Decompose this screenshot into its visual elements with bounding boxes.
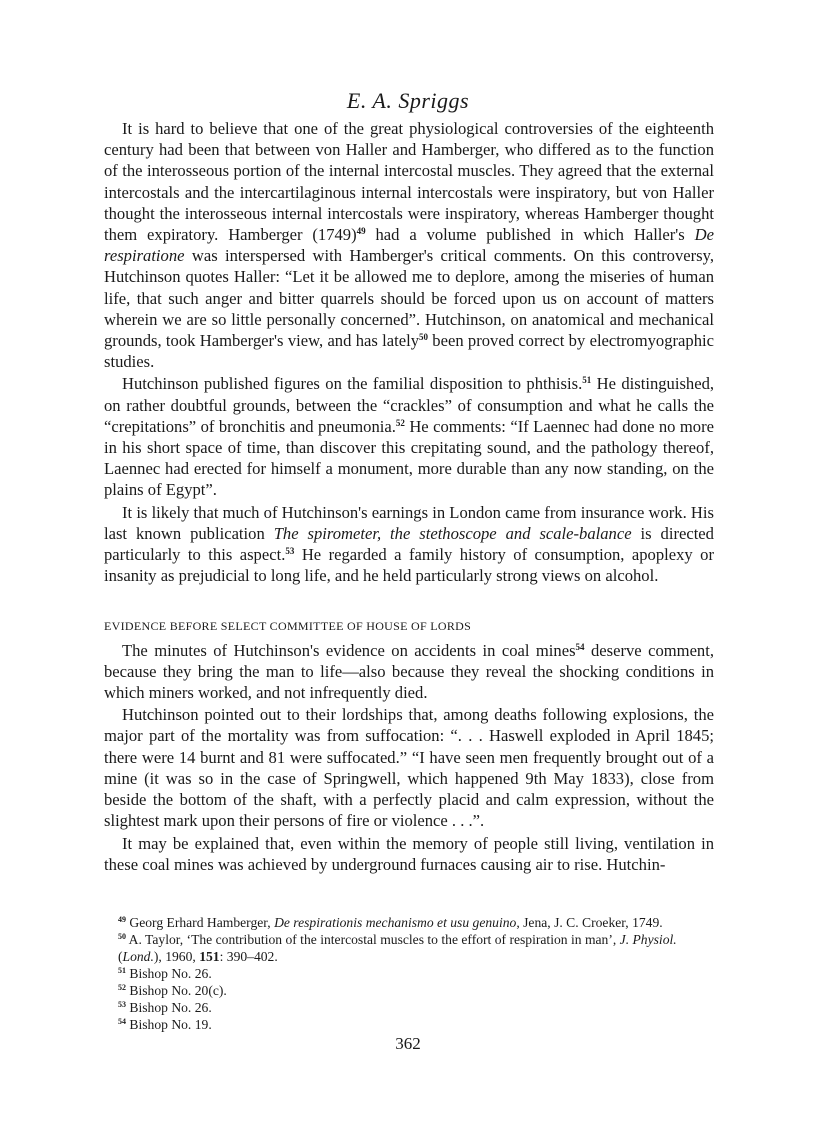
page-number: 362 [395,1034,421,1053]
paragraph-text: was interspersed with Hamberger's critical comments. On this controversy, Hutchinson quotes Haller: “Let it be allowed me to deplore, among the miseries of human life, that such anger and bitter quarrels should be forced upon us on account of matters wherein we are so little personally concerned”. Hutchinson, on anatomical and mechanical grounds, took Hamberger's view, and has lately [104,246,714,351]
footnote-text: A. Taylor, ‘The contribution of the intercostal muscles to the effort of respiration in man’, [126,932,620,947]
footnote-ref-mark: 49 [118,915,126,924]
footnote-text: Bishop No. 19. [126,1017,212,1032]
paragraph-text: deserve comment, because they bring the man to life—also because they reveal the shocking conditions in which miners worked, and not infrequently died. [104,640,714,703]
footnote [104,1016,714,1033]
paragraph-text: had a volume published in which Haller's [365,225,695,245]
running-head: E. A. Spriggs [346,88,470,113]
paragraph [104,118,714,372]
footnote-ref-mark: 54 [118,1017,126,1026]
paragraph-text: De respiratione [104,225,714,266]
paragraph-text: been proved correct by electromyographic studies. [104,331,714,372]
paragraph [104,833,714,875]
footnotes [104,914,714,1033]
paragraph-ref-mark: 50 [419,332,428,343]
footnote-text: Bishop No. 26. [126,1000,212,1015]
paragraph-text: Hutchinson published figures on the familial disposition to phthisis. [122,374,583,394]
paragraph-ref-mark: 49 [356,226,366,237]
paragraph-ref-mark: 51 [582,375,592,386]
footnote [104,965,714,982]
paragraph-text: The minutes of Hutchinson's evidence on accidents in coal mines [122,640,576,660]
paragraph [104,502,714,587]
footnote [104,982,714,999]
paragraph-text: He comments: “If Laennec had done no more in his short space of time, than discover this crepitating sound, and the pathology thereof, Laennec had erected for himself a monument, more durable than any now standing, on the plains of Egypt”. [104,416,714,500]
footnote-text: Georg Erhard Hamberger, [126,915,275,930]
footnote-text: J. Physiol. [619,932,677,947]
paragraph [104,704,714,831]
body-text [104,118,714,876]
paragraph-text: It is hard to believe that one of the great physiological controversies of the eighteenth century had been that between von Haller and Hamberger, who differed as to the function of the interosseous portion of the internal intercostal muscles. They agreed that the external intercostals and the intercartilaginous internal intercostals were inspiratory, but von Haller thought the interosseous internal intercostals were inspiratory, whereas Hamberger thought them expiratory. Hamberger (1749) [104,119,714,245]
paragraph-text: It is likely that much of Hutchinson's earnings in London came from insurance work. His last known publication [104,502,714,543]
footnote-text: ), 1960, [153,949,200,964]
footnote [104,999,714,1016]
footnote-text: De respirationis mechanismo et usu genuino [274,915,517,930]
paragraph-text: It may be explained that, even within the memory of people still living, ventilation in these coal mines was achieved by underground furnaces causing air to rise. Hutchin- [104,833,714,874]
paragraphs-section [104,640,714,875]
paragraph-text: The spirometer, the stethoscope and scale-balance [273,523,632,543]
paragraph-ref-mark: 54 [575,641,585,652]
footnote-text: Lond. [122,949,154,964]
footnote-text: Bishop No. 26. [126,966,212,981]
paragraph-text: He distinguished, on rather doubtful grounds, between the “crackles” of consumption and what he calls the “crepitations” of bronchitis and pneumonia. [104,374,715,436]
footnote-text: Bishop No. 20(c). [126,983,227,998]
paragraph-text: is directed particularly to this aspect. [104,523,714,565]
footnote-text: ( [118,949,123,964]
paragraph-text: He regarded a family history of consumption, apoplexy or insanity as prejudicial to long life, and he held particularly strong views on alcohol. [104,545,714,586]
footnote-text: , Jena, J. C. Croeker, 1749. [516,915,663,930]
paragraph-ref-mark: 52 [395,417,405,428]
paragraph [104,373,714,500]
footnote-ref-mark: 50 [118,932,126,941]
footnote-text: : 390–402. [219,949,278,964]
footnote [104,914,714,931]
footnote [104,931,714,965]
footnote-text: 151 [199,949,220,964]
section-heading: EVIDENCE BEFORE SELECT COMMITTEE OF HOUSE OF LORDS [104,619,472,634]
footnote-ref-mark: 51 [118,966,126,975]
footnote-ref-mark: 52 [118,983,126,992]
paragraph-ref-mark: 53 [285,546,295,557]
paragraphs-top [104,118,714,586]
paragraph [104,640,714,704]
paragraph-text: Hutchinson pointed out to their lordships that, among deaths following explosions, the major part of the mortality was from suffocation: “. . . Haswell exploded in April 1845; there were 14 burnt and 81 were suffocated.” “I have seen men frequently brought out of a mine (it was so in the case of Springwell, which happened 9th May 1833), close from beside the bottom of the shaft, with a perfectly placid and calm expression, without the slightest mark upon their persons of fire or violence . . .”. [104,705,714,831]
footnote-ref-mark: 53 [118,1000,126,1009]
